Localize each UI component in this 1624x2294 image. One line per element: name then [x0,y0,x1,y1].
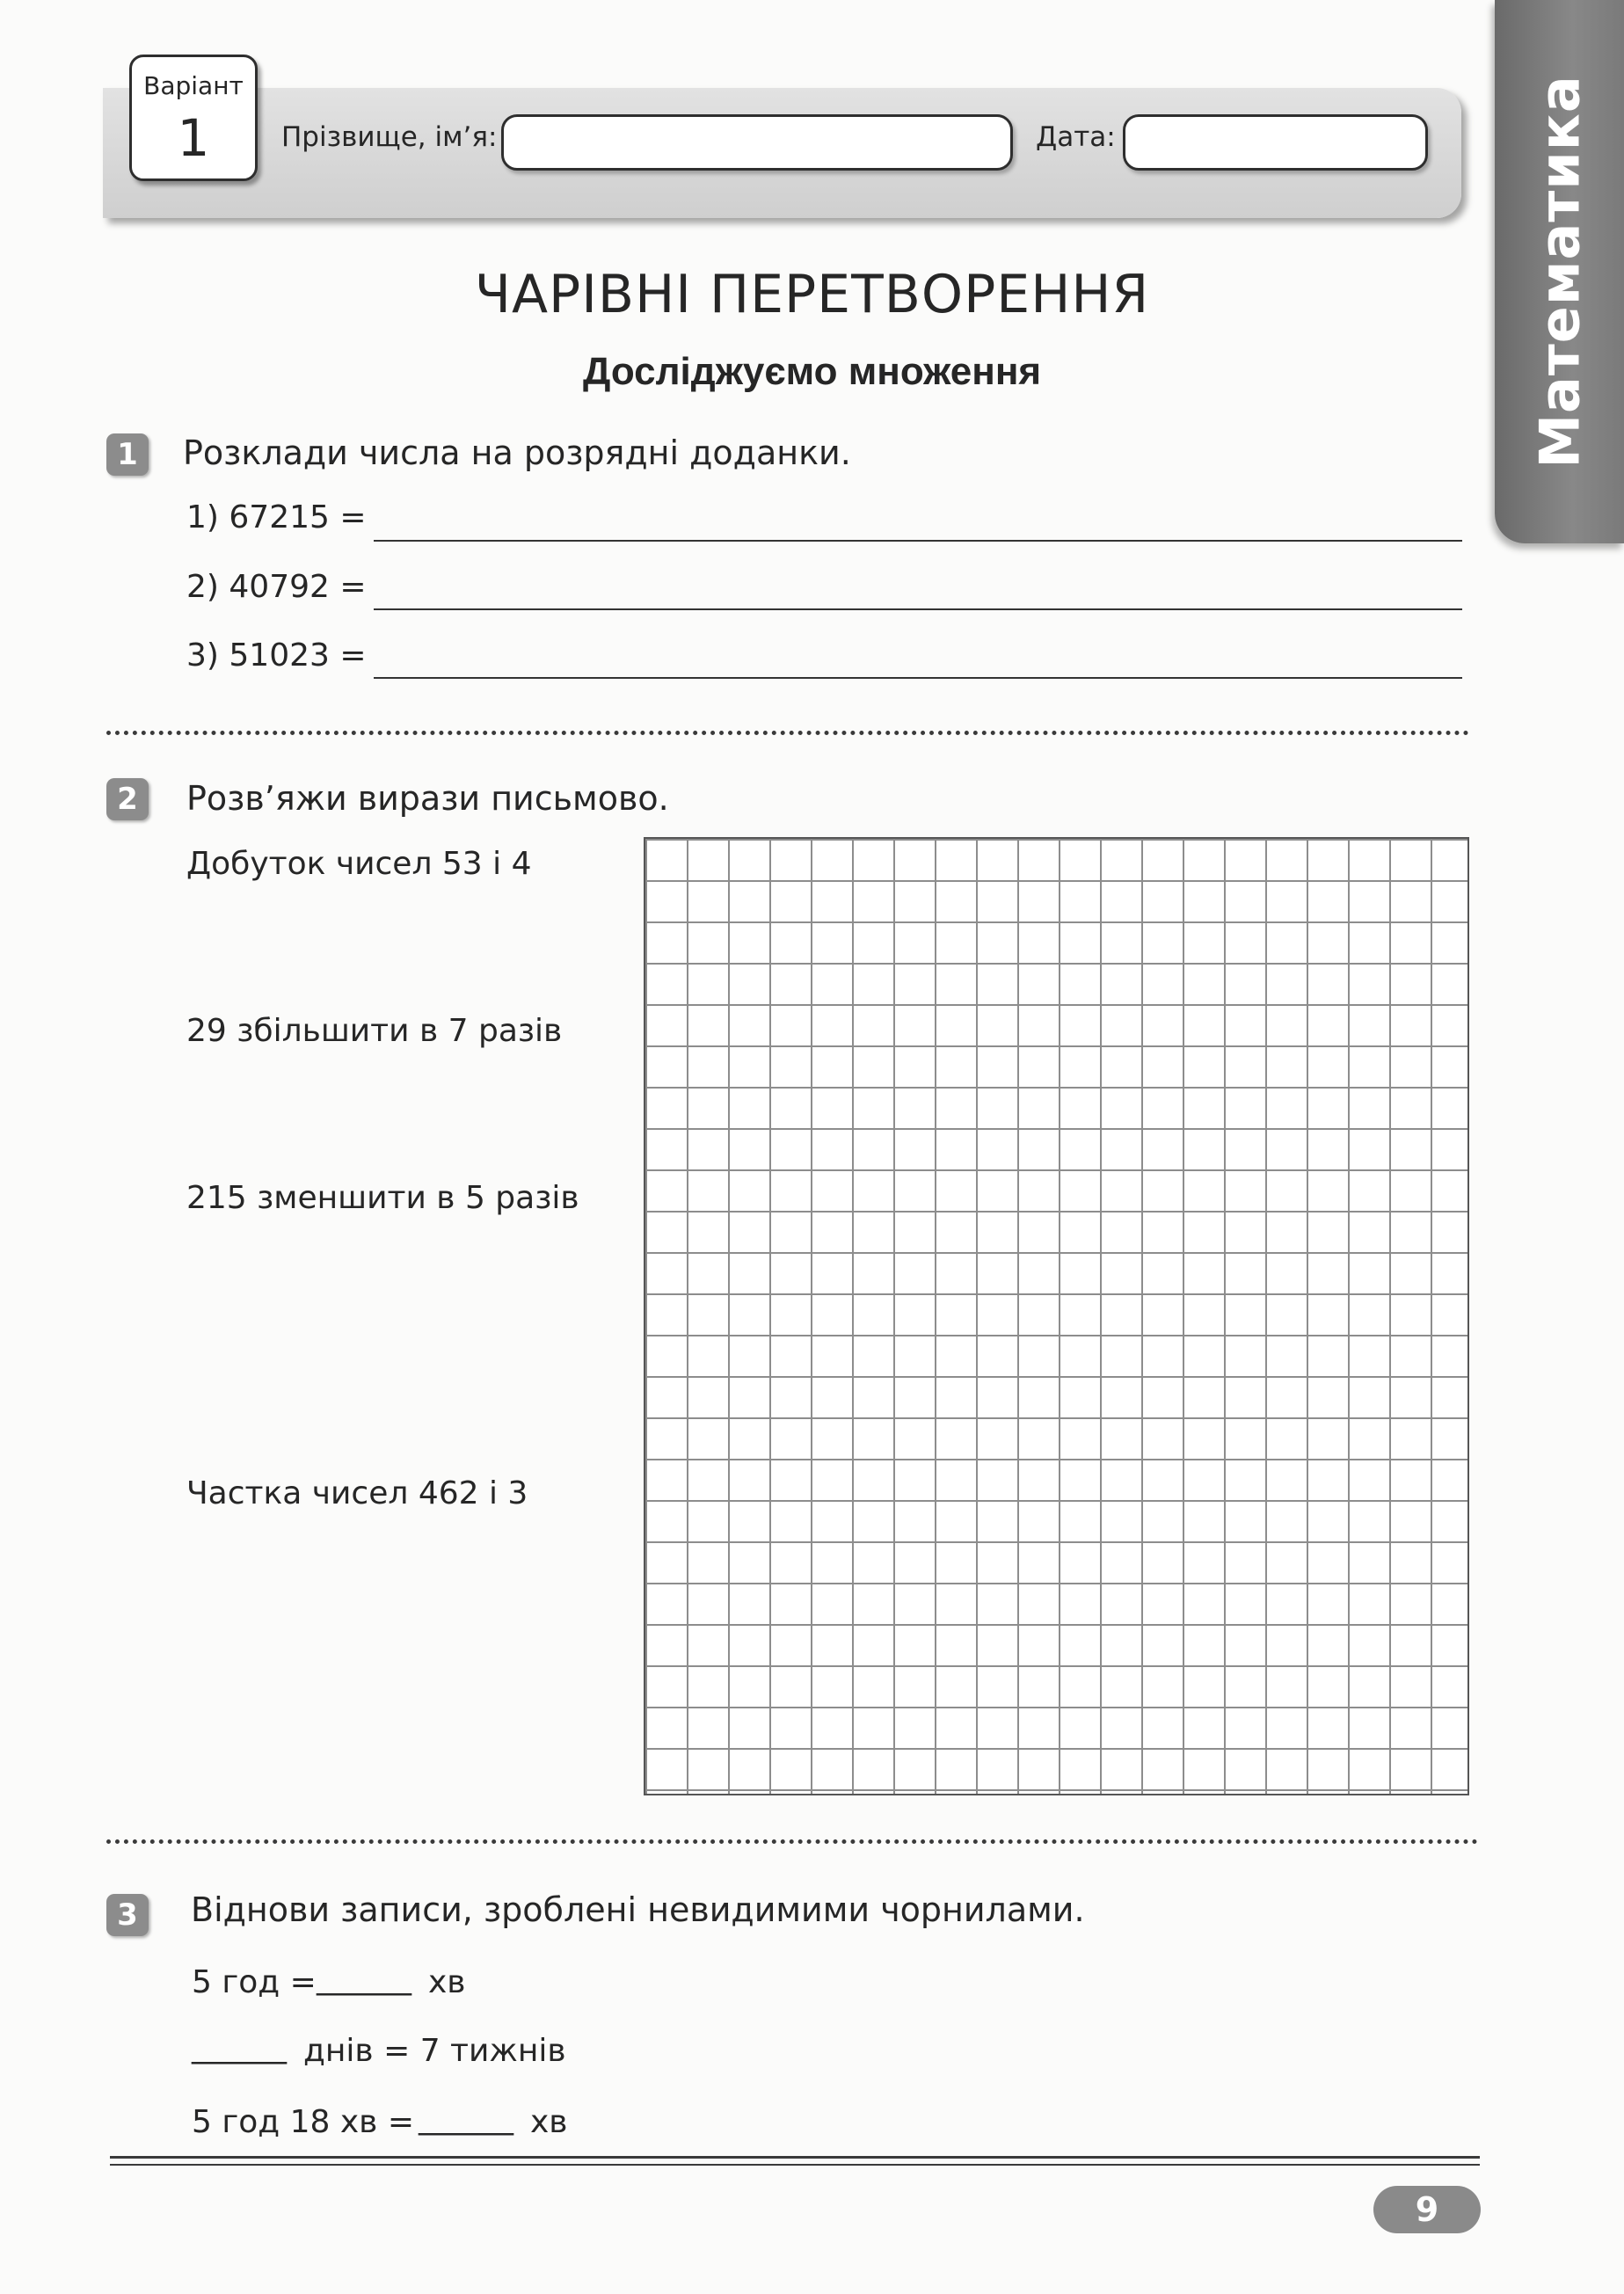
task-1-item-1: 1) 67215 = [186,499,367,535]
task-3-line-1-blank[interactable]: ______ [317,1960,411,1996]
variant-number: 1 [177,108,210,168]
subject-label: Математика [1527,75,1591,469]
task-1-item-3: 3) 51023 = [186,637,367,674]
task-3-line-1-left: 5 год = [192,1964,317,2000]
page-number: 9 [1373,2186,1481,2233]
task-1-number: 1 [106,433,149,476]
task-3-instruction: Віднови записи, зроблені невидимими чорнилами. [191,1890,1085,1929]
task-1-instruction: Розклади числа на розрядні доданки. [183,433,851,472]
date-label: Дата: [1036,121,1116,153]
task-3-line-3-blank[interactable]: ______ [419,2100,513,2136]
task-3-line-2-blank[interactable]: ______ [192,2028,287,2065]
footer-rule [110,2156,1480,2159]
name-label: Прізвище, ім’я: [281,121,498,153]
footer-rule-thin [110,2164,1480,2166]
task-1-answer-line-3[interactable] [374,677,1462,679]
variant-box [129,55,258,181]
page-subtitle: Досліджуємо множення [582,350,1042,393]
section-divider-2 [106,1839,1478,1844]
task-1-answer-line-2[interactable] [374,608,1462,610]
date-field[interactable] [1123,114,1428,171]
task-3-line-3-right: хв [530,2104,568,2140]
section-divider-1 [106,731,1469,735]
task-2-item-1: Добуток чисел 53 і 4 [186,846,532,882]
task-2-item-4: Частка чисел 462 і 3 [186,1475,528,1511]
task-2-item-3: 215 зменшити в 5 разів [186,1180,579,1216]
task-1-item-2: 2) 40792 = [186,569,367,605]
task-2-item-2: 29 збільшити в 7 разів [186,1013,563,1049]
task-2-instruction: Розв’яжи вирази письмово. [186,779,669,818]
task-3-number: 3 [106,1894,149,1936]
variant-label: Варіант [143,71,244,100]
name-field[interactable] [501,114,1013,171]
squared-work-grid[interactable] [644,837,1469,1795]
task-3-line-3-left: 5 год 18 хв = [192,2104,415,2140]
task-2-number: 2 [106,778,149,820]
task-3-line-1-right: хв [428,1964,466,2000]
task-1-answer-line-1[interactable] [374,540,1462,542]
task-3-line-2-right: днів = 7 тижнів [303,2033,566,2069]
page-title: ЧАРІВНІ ПЕРЕТВОРЕННЯ [474,264,1150,325]
